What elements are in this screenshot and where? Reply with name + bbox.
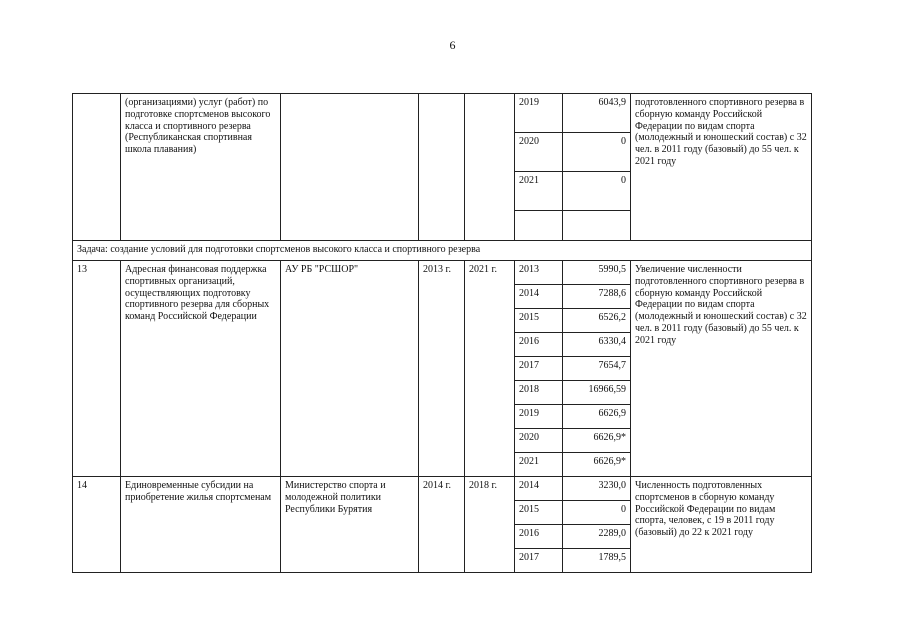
amount-cell: 6626,9* (563, 429, 631, 453)
amount-cell: 6626,9* (563, 453, 631, 477)
year-cell: 2019 (515, 405, 563, 429)
amount-cell: 0 (563, 172, 631, 211)
executor-cell (281, 94, 419, 241)
amount-cell: 6626,9 (563, 405, 631, 429)
start-cell (419, 94, 465, 241)
table-row (73, 94, 812, 133)
activity-name-cell: Адресная финансовая поддержка спортивных организаций, осуществляющих подготовку спортивного резерва для сборных команд Российской Федерации (121, 261, 281, 477)
year-cell: 2021 (515, 453, 563, 477)
end-cell (465, 94, 515, 241)
amount-cell: 0 (563, 133, 631, 172)
page-number: 6 (449, 38, 456, 52)
end-cell: 2018 г. (465, 477, 515, 573)
amount-cell: 16966,59 (563, 381, 631, 405)
start-cell: 2013 г. (419, 261, 465, 477)
year-cell: 2015 (515, 501, 563, 525)
table-row (73, 477, 812, 501)
year-cell: 2014 (515, 285, 563, 309)
num-cell: 13 (73, 261, 121, 477)
year-cell: 2014 (515, 477, 563, 501)
task-row (73, 241, 812, 261)
year-cell: 2016 (515, 525, 563, 549)
amount-cell: 0 (563, 501, 631, 525)
table-row (73, 261, 812, 285)
year-cell: 2020 (515, 429, 563, 453)
result-cell: Численность подготовленных спортсменов в сборную команду Российской Федерации по видам спорта, человек, с 19 в 2011 году (базовый) до 22 к 2021 году (631, 477, 812, 573)
year-cell: 2018 (515, 381, 563, 405)
amount-cell (563, 211, 631, 241)
year-cell: 2015 (515, 309, 563, 333)
executor-cell: АУ РБ "РСШОР" (281, 261, 419, 477)
num-cell: 14 (73, 477, 121, 573)
end-cell: 2021 г. (465, 261, 515, 477)
activity-name-cell: (организациями) услуг (работ) по подготовке спортсменов высокого класса и спортивного резерва (Республиканская спортивная школа плавания) (121, 94, 281, 241)
year-cell: 2020 (515, 133, 563, 172)
year-cell: 2021 (515, 172, 563, 211)
year-cell: 2016 (515, 333, 563, 357)
activity-name-cell: Единовременные субсидии на приобретение жилья спортсменам (121, 477, 281, 573)
amount-cell: 1789,5 (563, 549, 631, 573)
amount-cell: 7654,7 (563, 357, 631, 381)
executor-cell: Министерство спорта и молодежной политики Республики Бурятия (281, 477, 419, 573)
amount-cell: 3230,0 (563, 477, 631, 501)
num-cell (73, 94, 121, 241)
result-cell: подготовленного спортивного резерва в сборную команду Российской Федерации по видам спорта (молодежный и юношеский состав) с 32 чел. в 2011 году (базовый) до 55 чел. к 2021 году (631, 94, 812, 241)
amount-cell: 2289,0 (563, 525, 631, 549)
amount-cell: 7288,6 (563, 285, 631, 309)
year-cell (515, 211, 563, 241)
year-cell: 2013 (515, 261, 563, 285)
year-cell: 2017 (515, 549, 563, 573)
start-cell: 2014 г. (419, 477, 465, 573)
program-table (72, 93, 812, 573)
amount-cell: 6043,9 (563, 94, 631, 133)
result-cell: Увеличение численности подготовленного спортивного резерва в сборную команду Российской Федерации по видам спорта (молодежный и юношеский состав) с 32 чел. в 2011 году (базовый) до 55 чел. к 2021 году (631, 261, 812, 477)
task-cell: Задача: создание условий для подготовки спортсменов высокого класса и спортивного резерва (73, 241, 812, 261)
year-cell: 2019 (515, 94, 563, 133)
amount-cell: 5990,5 (563, 261, 631, 285)
amount-cell: 6330,4 (563, 333, 631, 357)
year-cell: 2017 (515, 357, 563, 381)
amount-cell: 6526,2 (563, 309, 631, 333)
